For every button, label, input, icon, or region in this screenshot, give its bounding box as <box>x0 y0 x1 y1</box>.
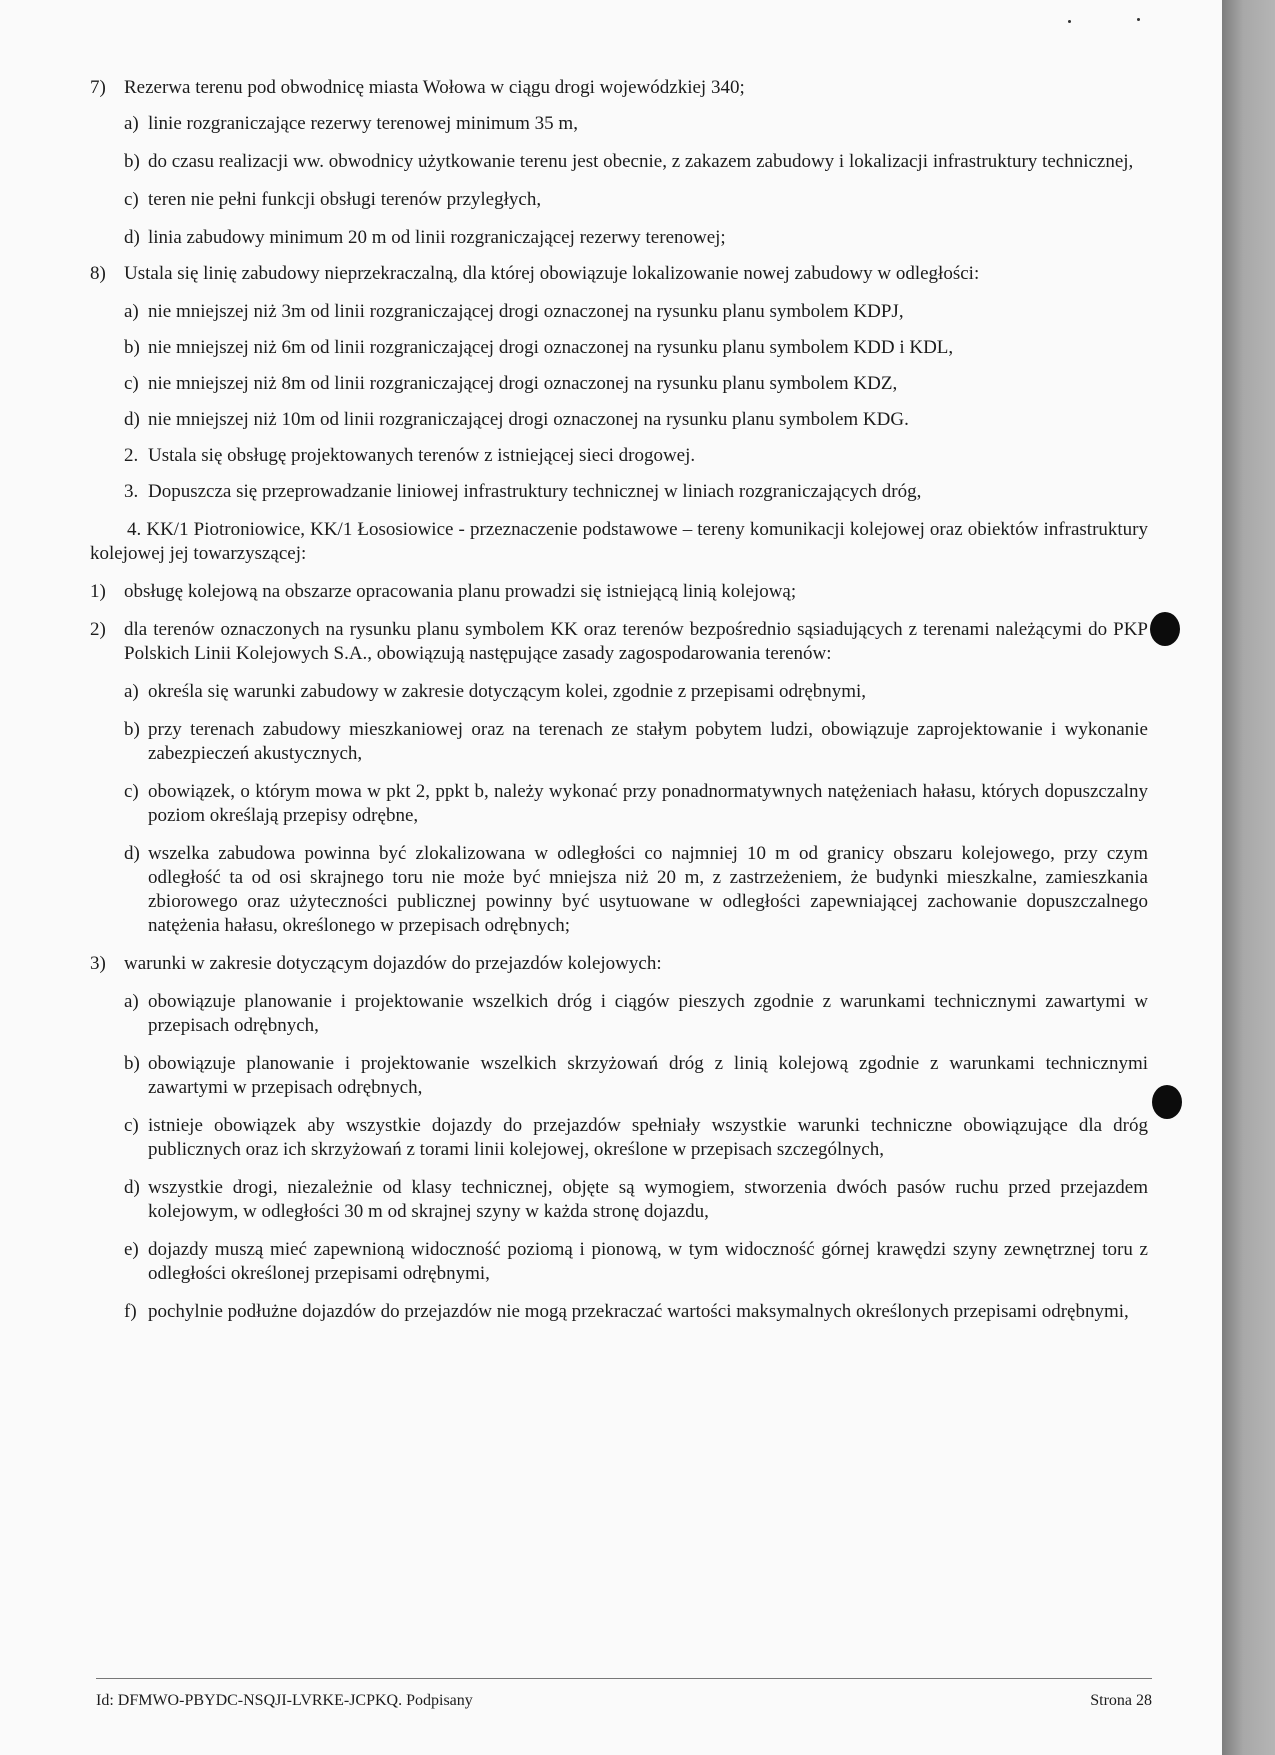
list-item <box>90 372 1148 396</box>
item-text: pochylnie podłużne dojazdów do przejazdów nie mogą przekraczać wartości maksymalnych określonych przepisami odrębnymi, <box>148 1301 1129 1322</box>
list-item <box>90 990 1148 1038</box>
item-number: d) <box>124 1177 140 1198</box>
item-text: wszystkie drogi, niezależnie od klasy technicznej, objęte są wymogiem, stworzenia dwóch pasów ruchu przed przejazdem kolejowym, w odległości 30 m od skrajnej szyny w każda stronę dojazdu, <box>148 1177 1148 1222</box>
punch-hole-mark <box>1152 1085 1182 1119</box>
item-text: nie mniejszej niż 10m od linii rozgraniczającej drogi oznaczonej na rysunku planu symbolem KDG. <box>148 409 909 430</box>
list-item <box>90 1114 1148 1162</box>
list-item <box>90 226 1148 250</box>
list-item <box>90 618 1148 666</box>
item-text: KK/1 Piotroniowice, KK/1 Łososiowice - przeznaczenie podstawowe – tereny komunikacji kolejowej oraz obiektów infrastruktury kolejowej jej towarzyszącej: <box>90 519 1148 564</box>
list-item <box>90 1176 1148 1224</box>
item-text: określa się warunki zabudowy w zakresie dotyczącym kolei, zgodnie z przepisami odrębnymi, <box>148 681 867 702</box>
item-number: 2. <box>124 445 139 466</box>
list-item <box>90 336 1148 360</box>
list-item <box>90 76 1148 100</box>
list-item <box>90 842 1148 938</box>
item-text: obowiązek, o którym mowa w pkt 2, ppkt b, należy wykonać przy ponadnormatywnych natężeniach hałasu, których dopuszczalny poziom określają przepisy odrębne, <box>148 781 1148 826</box>
item-number: a) <box>124 113 139 134</box>
item-text: Ustala się linię zabudowy nieprzekraczalną, dla której obowiązuje lokalizowanie nowej zabudowy w odległości: <box>124 263 980 284</box>
item-number: 4. <box>127 519 142 540</box>
list-item <box>90 1238 1148 1286</box>
item-number: d) <box>124 227 140 248</box>
item-text: obsługę kolejową na obszarze opracowania planu prowadzi się istniejącą linią kolejową; <box>124 581 797 602</box>
list-item <box>90 580 1148 604</box>
item-text: dla terenów oznaczonych na rysunku planu symbolem KK oraz terenów bezpośrednio sąsiadujących z terenami należącymi do PKP Polskich Linii Kolejowych S.A., obowiązują następujące zasady zagospodarowania terenów: <box>124 619 1148 664</box>
item-number: b) <box>124 151 140 172</box>
item-number: c) <box>124 373 139 394</box>
item-text: wszelka zabudowa powinna być zlokalizowana w odległości co najmniej 10 m od granicy obszaru kolejowego, przy czym odległość ta od osi skrajnego toru nie może być mniejsza niż 20 m, z zastrzeżeniem, że budynki mieszkalne, zamieszkania zbiorowego oraz użyteczności publicznej powinny być usytuowane w odległości zapewniającej zachowanie dopuszczalnego natężenia hałasu, określonego w przepisach odrębnych; <box>148 843 1148 936</box>
item-number: c) <box>124 189 139 210</box>
document-id: Id: DFMWO-PBYDC-NSQJI-LVRKE-JCPKQ. Podpisany <box>96 1692 473 1709</box>
item-text: obowiązuje planowanie i projektowanie wszelkich skrzyżowań dróg z linią kolejową zgodnie z warunkami technicznymi zawartymi w przepisach odrębnych, <box>148 1053 1148 1098</box>
item-number: d) <box>124 843 140 864</box>
item-text: dojazdy muszą mieć zapewnioną widoczność poziomą i pionową, w tym widoczność górnej krawędzi szyny zewnętrznej toru z odległości określonej przepisami odrębnymi, <box>148 1239 1148 1284</box>
scan-border <box>1222 0 1275 1755</box>
item-number: b) <box>124 719 140 740</box>
item-text: istnieje obowiązek aby wszystkie dojazdy do przejazdów spełniały wszystkie warunki techniczne obowiązujące dla dróg publicznych oraz ich skrzyżowań z torami linii kolejowej, określone w przepisach szczególnych, <box>148 1115 1148 1160</box>
item-text: przy terenach zabudowy mieszkaniowej oraz na terenach ze stałym pobytem ludzi, obowiązuje zaprojektowanie i wykonanie zabezpieczeń akustycznych, <box>148 719 1148 764</box>
item-text: Ustala się obsługę projektowanych terenów z istniejącej sieci drogowej. <box>148 445 696 466</box>
list-item <box>90 150 1148 174</box>
item-text: nie mniejszej niż 3m od linii rozgraniczającej drogi oznaczonej na rysunku planu symbolem KDPJ, <box>148 301 904 322</box>
item-number: 3. <box>124 481 139 502</box>
document-body <box>90 76 1148 1324</box>
list-item <box>90 1300 1148 1324</box>
item-number: e) <box>124 1239 139 1260</box>
list-item <box>90 952 1148 976</box>
item-text: nie mniejszej niż 6m od linii rozgraniczającej drogi oznaczonej na rysunku planu symbolem KDD i KDL, <box>148 337 954 358</box>
scan-speck <box>1068 20 1071 23</box>
item-number: b) <box>124 337 140 358</box>
item-text: teren nie pełni funkcji obsługi terenów przyległych, <box>148 189 542 210</box>
item-text: nie mniejszej niż 8m od linii rozgraniczającej drogi oznaczonej na rysunku planu symbolem KDZ, <box>148 373 898 394</box>
item-text: linie rozgraniczające rezerwy terenowej minimum 35 m, <box>148 113 578 134</box>
item-number: 3) <box>90 953 106 974</box>
list-item <box>90 680 1148 704</box>
page-footer <box>96 1678 1152 1711</box>
item-text: obowiązuje planowanie i projektowanie wszelkich dróg i ciągów pieszych zgodnie z warunkami technicznymi zawartymi w przepisach odrębnych, <box>148 991 1148 1036</box>
list-item <box>90 1052 1148 1100</box>
list-item <box>90 480 1148 504</box>
list-item <box>90 718 1148 766</box>
list-item <box>90 112 1148 136</box>
list-item <box>90 262 1148 286</box>
list-item <box>90 408 1148 432</box>
item-number: a) <box>124 301 139 322</box>
item-number: c) <box>124 1115 139 1136</box>
punch-hole-mark <box>1150 612 1180 646</box>
section-paragraph <box>90 518 1148 566</box>
list-item <box>90 300 1148 324</box>
item-number: 2) <box>90 619 106 640</box>
list-item <box>90 444 1148 468</box>
item-text: do czasu realizacji ww. obwodnicy użytkowanie terenu jest obecnie, z zakazem zabudowy i lokalizacji infrastruktury technicznej, <box>148 151 1134 172</box>
item-number: f) <box>124 1301 137 1322</box>
list-item <box>90 780 1148 828</box>
item-number: 1) <box>90 581 106 602</box>
item-number: a) <box>124 681 139 702</box>
item-text: linia zabudowy minimum 20 m od linii rozgraniczającej rezerwy terenowej; <box>148 227 726 248</box>
item-number: d) <box>124 409 140 430</box>
item-number: a) <box>124 991 139 1012</box>
item-number: b) <box>124 1053 140 1074</box>
list-item <box>90 188 1148 212</box>
scan-speck <box>1137 18 1140 21</box>
item-text: Rezerwa terenu pod obwodnicę miasta Wołowa w ciągu drogi wojewódzkiej 340; <box>124 77 745 98</box>
item-text: Dopuszcza się przeprowadzanie liniowej infrastruktury technicznej w liniach rozgraniczających dróg, <box>148 481 922 502</box>
item-number: c) <box>124 781 139 802</box>
item-number: 8) <box>90 263 106 284</box>
page-number: Strona 28 <box>1090 1692 1152 1709</box>
item-number: 7) <box>90 77 106 98</box>
item-text: warunki w zakresie dotyczącym dojazdów do przejazdów kolejowych: <box>124 953 662 974</box>
